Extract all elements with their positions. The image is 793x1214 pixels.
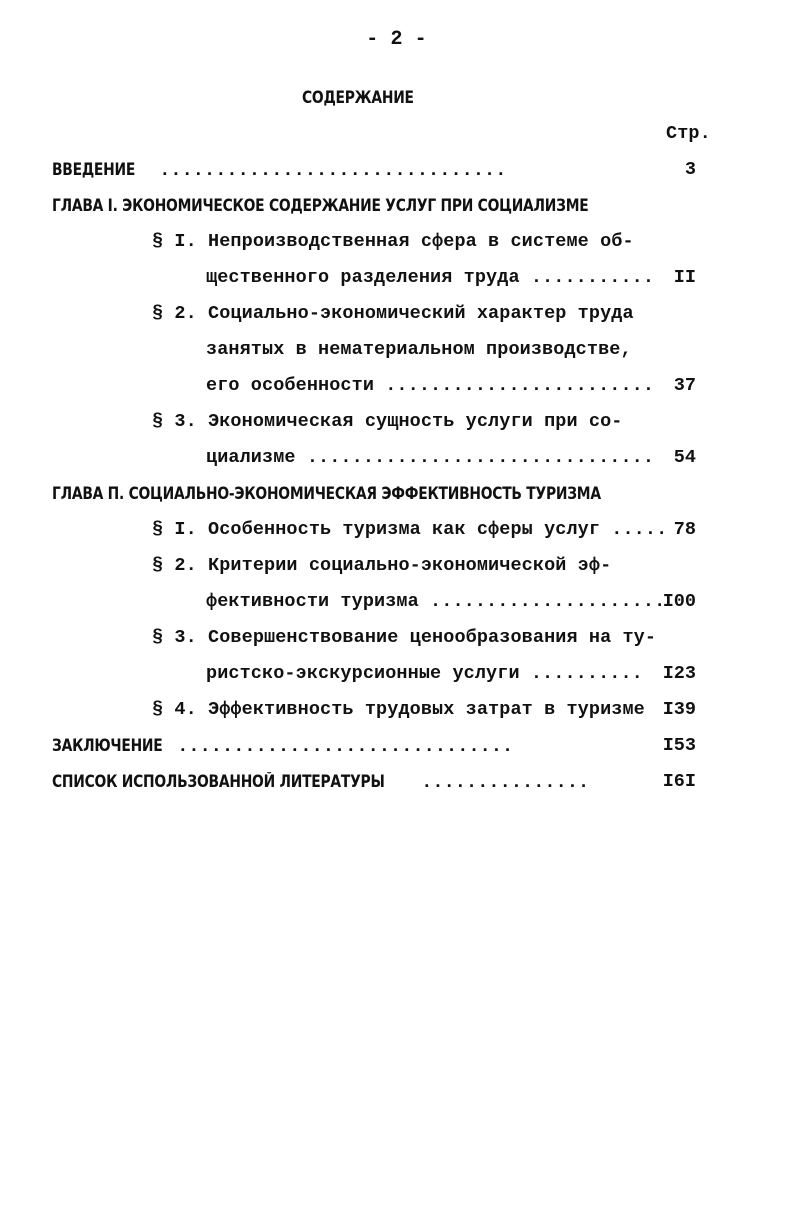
toc-section-2-2-line2: [206, 590, 665, 614]
toc-section-2-2-line1: § 2. Критерии социально-экономической эф-: [152, 555, 612, 576]
toc-entry-text: ВВЕДЕНИЕ: [52, 160, 136, 179]
toc-section-2-1: [152, 518, 667, 542]
toc-entry-text: щественного разделения труда: [206, 267, 520, 288]
toc-entry-introduction: [52, 158, 506, 183]
toc-entry-text: СПИСОК ИСПОЛЬЗОВАННОЙ ЛИТЕРАТУРЫ: [52, 772, 385, 791]
toc-section-1-2-line2: занятых в нематериальном производстве,: [206, 339, 632, 360]
toc-entry-conclusion: [52, 734, 513, 759]
toc-section-1-3-line1: § 3. Экономическая сущность услуги при со-: [152, 411, 623, 432]
toc-entry-text: ристско-экскурсионные услуги: [206, 663, 520, 684]
toc-section-2-4: § 4. Эффективность трудовых затрат в туризме: [152, 699, 645, 720]
toc-entry-leader: ...........: [519, 267, 655, 288]
toc-entry-text: его особенности: [206, 375, 375, 396]
toc-entry-text: циализме: [206, 447, 296, 468]
toc-entry-text: ЗАКЛЮЧЕНИЕ: [52, 736, 163, 755]
toc-entry-leader: ..........: [519, 663, 643, 684]
toc-section-1-1-line2: [206, 266, 654, 290]
toc-section-2-3-line1: § 3. Совершенствование ценообразования на ту-: [152, 627, 657, 648]
page-column-label: Стр.: [666, 123, 711, 144]
toc-entry-page: I23: [662, 663, 696, 684]
toc-entry-page: I6I: [662, 771, 696, 792]
page-number: - 2 -: [366, 28, 427, 51]
toc-section-1-1-line1: § I. Непроизводственная сфера в системе об-: [152, 231, 634, 252]
toc-entry-text: § I. Особенность туризма как сферы услуг: [152, 519, 601, 540]
toc-entry-leader: .....................: [418, 591, 666, 612]
toc-chapter-2-heading: ГЛАВА П. СОЦИАЛЬНО-ЭКОНОМИЧЕСКАЯ ЭФФЕКТИВНОСТЬ ТУРИЗМА: [52, 484, 601, 503]
toc-entry-text: фективности туризма: [206, 591, 419, 612]
toc-entry-page: 54: [673, 447, 696, 468]
toc-entry-page: 78: [673, 519, 696, 540]
toc-chapter-1-heading: ГЛАВА I. ЭКОНОМИЧЕСКОЕ СОДЕРЖАНИЕ УСЛУГ ПРИ СОЦИАЛИЗМЕ: [52, 196, 589, 215]
toc-section-1-3-line2: [206, 446, 654, 470]
toc-entry-page: I00: [662, 591, 696, 612]
toc-entry-leader: ...............: [410, 772, 590, 793]
toc-entry-leader: ..............................: [166, 736, 514, 757]
toc-section-1-2-line1: § 2. Социально-экономический характер труда: [152, 303, 634, 324]
toc-entry-page: 3: [684, 159, 696, 180]
toc-entry-page: II: [673, 267, 696, 288]
toc-entry-leader: .....: [600, 519, 668, 540]
toc-entry-page: I39: [662, 699, 696, 720]
toc-entry-leader: ........................: [374, 375, 655, 396]
toc-title: СОДЕРЖАНИЕ: [302, 88, 414, 107]
toc-entry-leader: ...............................: [295, 447, 655, 468]
toc-section-1-2-line3: [206, 374, 654, 398]
toc-entry-page: 37: [673, 375, 696, 396]
toc-entry-bibliography: [52, 770, 589, 795]
toc-entry-leader: ...............................: [148, 160, 507, 181]
toc-entry-page: I53: [662, 735, 696, 756]
toc-section-2-3-line2: [206, 662, 643, 686]
